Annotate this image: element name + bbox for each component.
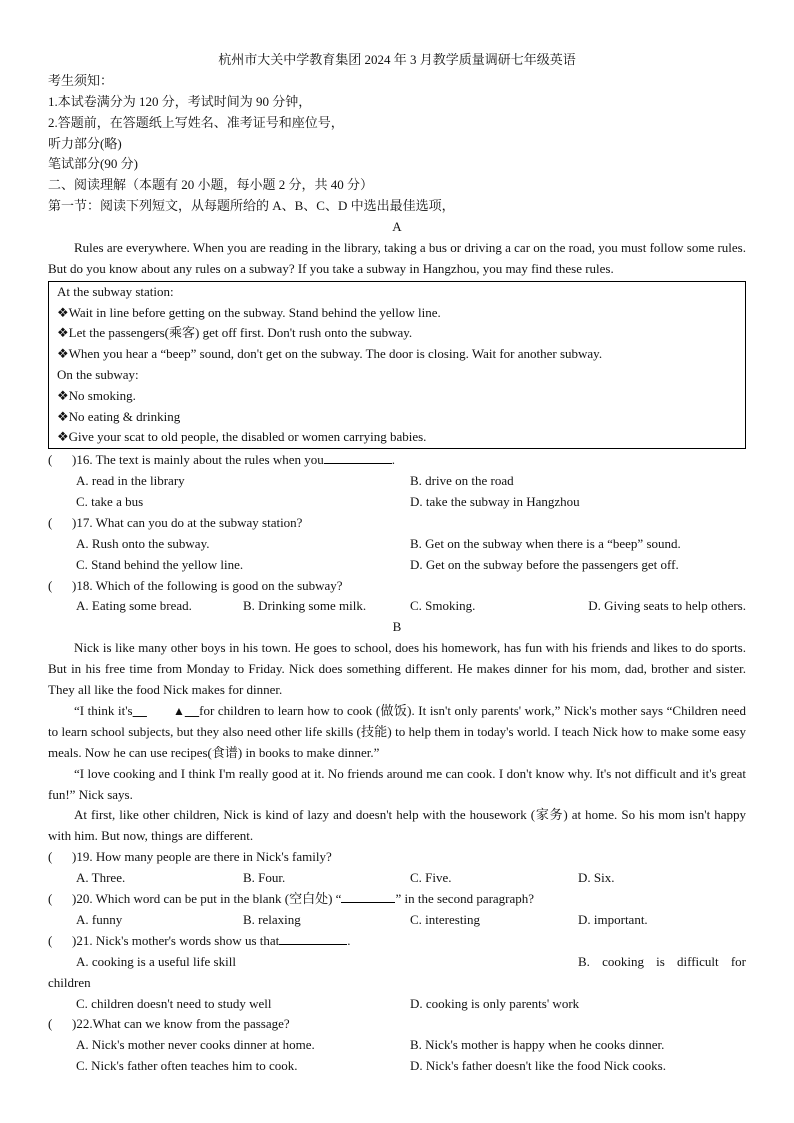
note-line: 听力部分(略) <box>48 135 122 151</box>
option-a[interactable]: A. cooking is a useful life skill <box>76 953 236 969</box>
passage-a-paragraph: Rules are everywhere. When you are reading in the library, taking a bus or driving a car on the road, you must follow some rules. But do you know about any rules on a subway? If you take a subway in Hangzhou, you may find these rules. <box>48 240 746 276</box>
option-b-word: cooking <box>602 953 644 969</box>
section-heading: 二、阅读理解（本题有 20 小题，每小题 2 分，共 40 分） <box>48 177 374 193</box>
option-a[interactable]: A. read in the library <box>76 473 185 489</box>
question-text: )19. How many people are there in Nick's family? <box>72 849 332 865</box>
option-c[interactable]: C. Stand behind the yellow line. <box>76 556 244 572</box>
question-22 <box>48 1014 746 1035</box>
options-row <box>48 471 746 492</box>
option-b[interactable] <box>578 952 746 973</box>
option-a[interactable]: A. Nick's mother never cooks dinner at home. <box>76 1037 315 1053</box>
option-a[interactable]: A. funny <box>76 911 123 927</box>
option-b-word: is <box>656 953 665 969</box>
options-row <box>48 952 746 973</box>
question-19 <box>48 847 746 868</box>
option-b-word: B. <box>578 953 590 969</box>
option-b-continuation: children <box>48 974 91 990</box>
rules-box-line: At the subway station: <box>57 283 174 299</box>
option-a[interactable]: A. Eating some bread. <box>76 598 192 614</box>
question-18 <box>48 576 746 597</box>
options-row <box>48 492 746 513</box>
question-20 <box>48 889 746 910</box>
option-b[interactable]: B. drive on the road <box>410 473 514 489</box>
options-row <box>48 868 746 889</box>
option-b-word: difficult <box>677 953 719 969</box>
answer-blank[interactable] <box>341 889 395 903</box>
option-c[interactable]: C. Smoking. <box>410 598 476 614</box>
question-text: ” in the second paragraph? <box>395 891 535 907</box>
option-b-word: for <box>730 953 746 969</box>
passage-label-b: B <box>392 619 402 635</box>
note-line: 笔试部分(90 分) <box>48 156 138 172</box>
option-b[interactable]: B. Four. <box>243 870 286 886</box>
paragraph-text: for children to learn how to cook (做饭). It isn't only parents' work,” Nick's mother says “Children need to learn school subjects, but they also need other life skills (技能) to help them in today's world. I teach Nick how to make some easy meals. Now he can use recipes(食谱) in books to make dinner.” <box>48 702 747 760</box>
option-d[interactable]: D. Giving seats to help others. <box>588 598 746 614</box>
rules-box-line: ❖Wait in line before getting on the subway. Stand behind the yellow line. <box>57 304 441 320</box>
exam-page <box>48 50 746 1077</box>
options-row <box>48 1035 746 1056</box>
option-a[interactable]: A. Three. <box>76 870 126 886</box>
passage-b-paragraph: At first, like other children, Nick is kind of lazy and doesn't help with the housework (家务) at home. So his mom isn't happy with him. But now, things are different. <box>48 807 746 844</box>
answer-paren[interactable]: ( <box>48 1016 53 1032</box>
question-17 <box>48 513 746 534</box>
section-instructions: 第一节：阅读下列短文，从每题所给的 A、B、C、D 中选出最佳选项， <box>48 198 455 214</box>
question-text: )21. Nick's mother's words show us that <box>72 932 280 948</box>
options-row <box>48 555 746 576</box>
rules-box-line: On the subway: <box>57 367 139 383</box>
answer-paren[interactable]: ( <box>48 932 53 948</box>
options-row <box>48 994 746 1015</box>
rules-box-line: ❖No smoking. <box>57 387 136 403</box>
option-b[interactable]: B. relaxing <box>243 911 301 927</box>
option-c[interactable]: C. interesting <box>410 911 481 927</box>
option-d[interactable]: D. important. <box>578 911 648 927</box>
option-a[interactable]: A. Rush onto the subway. <box>76 535 210 551</box>
question-text: )18. Which of the following is good on the subway? <box>72 577 343 593</box>
passage-b-paragraph: Nick is like many other boys in his town. He goes to school, does his homework, has fun with his friends and likes to do sports. But in his free time from Monday to Friday. Nick does something different. He makes dinner for his mom, dad, brother and sister. They all like the food Nick makes for dinner. <box>48 640 746 698</box>
paragraph-text: “I think it's <box>74 702 133 718</box>
answer-paren[interactable]: ( <box>48 891 53 907</box>
question-16 <box>48 450 746 471</box>
triangle-icon: ▲ <box>172 703 185 718</box>
passage-b-paragraph <box>48 701 746 764</box>
answer-paren[interactable]: ( <box>48 849 53 865</box>
rules-box-line: ❖No eating & drinking <box>57 408 181 424</box>
answer-paren[interactable]: ( <box>48 452 53 468</box>
question-end: . <box>391 452 396 468</box>
option-c[interactable]: C. Nick's father often teaches him to cook. <box>76 1058 298 1074</box>
question-text: )22.What can we know from the passage? <box>72 1016 290 1032</box>
option-d[interactable]: D. Nick's father doesn't like the food Nick cooks. <box>410 1058 666 1074</box>
options-row <box>48 596 746 617</box>
option-b[interactable]: B. Nick's mother is happy when he cooks dinner. <box>410 1037 665 1053</box>
answer-blank[interactable] <box>279 931 347 945</box>
passage-label-a: A <box>392 219 402 235</box>
option-d[interactable]: D. Get on the subway before the passengers get off. <box>410 556 679 572</box>
option-b[interactable]: B. Drinking some milk. <box>243 598 367 614</box>
answer-paren[interactable]: ( <box>48 514 53 530</box>
note-line: 2.答题前，在答题纸上写姓名、准考证号和座位号， <box>48 114 344 130</box>
question-text: )20. Which word can be put in the blank (空白处) “ <box>72 891 342 907</box>
options-row <box>48 534 746 555</box>
note-line: 考生须知： <box>48 72 114 88</box>
passage-b-paragraph: “I love cooking and I think I'm really good at it. No friends around me can cook. I don't know why. It's not difficult and it's great fun!” Nick says. <box>48 765 746 802</box>
question-end: . <box>347 932 351 948</box>
blank-with-triangle <box>133 703 200 718</box>
answer-blank[interactable] <box>324 450 392 464</box>
rules-box-line: ❖Let the passengers(乘客) get off first. Don't rush onto the subway. <box>57 325 413 341</box>
rules-box <box>48 281 746 449</box>
option-d[interactable]: D. take the subway in Hangzhou <box>410 493 580 509</box>
question-text: )17. What can you do at the subway station? <box>72 514 303 530</box>
rules-box-line: ❖Give your scat to old people, the disabled or women carrying babies. <box>57 429 427 445</box>
question-21 <box>48 931 746 952</box>
options-row <box>48 910 746 931</box>
note-line: 1.本试卷满分为 120 分，考试时间为 90 分钟， <box>48 93 312 109</box>
option-b[interactable]: B. Get on the subway when there is a “beep” sound. <box>410 535 681 551</box>
rules-box-line: ❖When you hear a “beep” sound, don't get on the subway. The door is closing. Wait for another subway. <box>57 346 603 362</box>
option-c[interactable]: C. Five. <box>410 870 452 886</box>
option-d[interactable]: D. Six. <box>578 870 615 886</box>
option-c[interactable]: C. children doesn't need to study well <box>76 995 272 1011</box>
question-text: )16. The text is mainly about the rules when you <box>72 452 324 468</box>
answer-paren[interactable]: ( <box>48 577 53 593</box>
page-title: 杭州市大关中学教育集团 2024 年 3 月教学质量调研七年级英语 <box>218 52 576 67</box>
options-row <box>48 1056 746 1077</box>
option-d[interactable]: D. cooking is only parents' work <box>410 995 580 1011</box>
option-c[interactable]: C. take a bus <box>76 493 144 509</box>
